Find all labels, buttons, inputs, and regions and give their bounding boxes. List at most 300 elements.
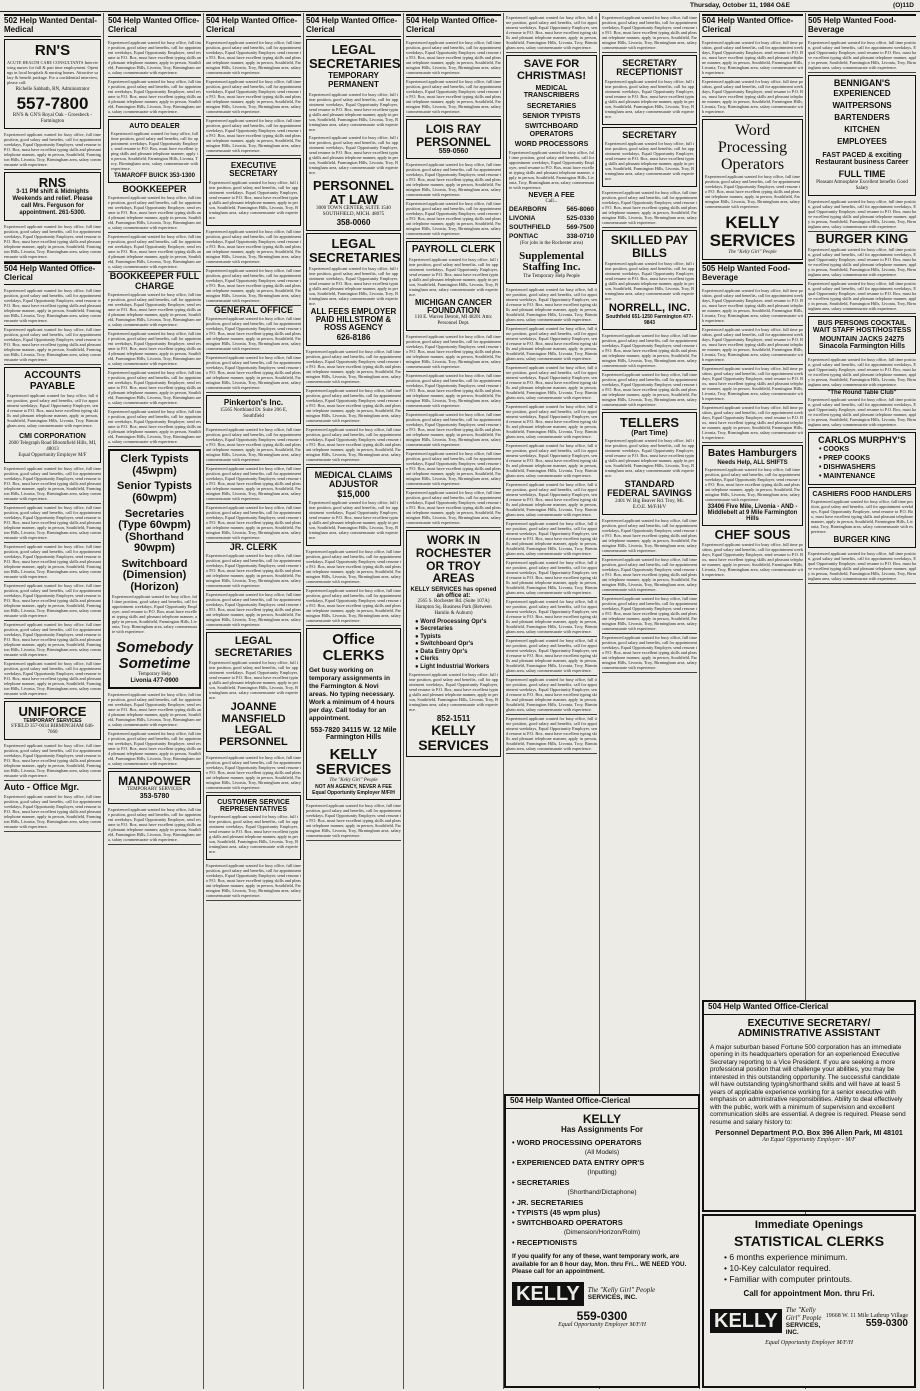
office-clerks-body: Get busy working on temporary assignments in the Farmington & Novi areas. No typing necessary. Work a minimum of 4 hours per day. Call today for an appointment.: [309, 666, 395, 722]
norrell-body: Experienced applicant wanted for busy office, full time position, good salary and benefits, call for appointment weekdays, Equal Opportunity Employer, send resume to P.O. Box, must have excellent typing skills and pleasant telephone manner, apply in person, Southfield, Farmington Hills, Livonia, Troy, Birmingham area, salary commensurate with experience.: [605, 260, 694, 301]
bates-heading: Bates Hamburgers: [708, 448, 797, 460]
rns-ad: [4, 39, 101, 129]
word-processing-body: Experienced applicant wanted for busy office, full time position, good salary and benefits, call for appointment weekdays, Equal Opportunity Employer, send resume to P.O. Box, must have excellent typing skills and pleasant telephone manner, apply in person, Southfield, Farmington Hills, Livonia, Troy, Birmingham area, salary commensurate with experience.: [705, 174, 800, 210]
kelly-rochester-address: 2565 S. Rochester Rd. (Suite 107A) Hampton Sq. Business Park (Between Hamlin & Auburn): [415, 598, 492, 616]
secretary-receptionist-body: Experienced applicant wanted for busy office, full time position, good salary and benefits, call for appointment weekdays, Equal Opportunity Employer, send resume to P.O. Box, must have excellent typing skills and pleasant telephone manner, apply in person, Southfield, Farmington Hills, Livonia, Troy, Birmingham area, salary commensurate with experience.: [605, 78, 694, 119]
michigan-cancer-address: 110 E. Warren Detroit, MI 48201 Attn: Personnel Dept.: [414, 315, 493, 327]
payroll-clerk-ad: [406, 241, 501, 331]
bennigans-line: WAITPERSONS: [832, 101, 892, 111]
kelly-assignment-list: [512, 1138, 692, 1248]
hillstrom-ad: [306, 233, 401, 345]
filler-ad: Experienced applicant wanted for busy office, full time position, good salary and benefits, call for appointment weekdays, Equal Opportunity Employer, send resume to P.O. Box, must have excellent typing skills and pleasant telephone manner, apply in person, Southfield, Farmington Hills, Livonia, Troy, Birmingham area, salary commensurate with experience.: [808, 396, 916, 430]
rns-heading: RN'S: [34, 42, 71, 59]
filler-ad: Experienced applicant wanted for busy office, full time position, good salary and benefits, call for appointment weekdays, Equal Opportunity Employer, send resume to P.O. Box, must have excellent typing skills and pleasant telephone manner, apply in person, Southfield, Farmington Hills, Livonia, Troy, Birmingham area, salary commensurate with experience.: [702, 541, 803, 580]
bennigans-line: EMPLOYEES: [837, 137, 887, 147]
filler-ad: Experienced applicant wanted for busy office, full time position, good salary and benefits, call for appointment weekdays, Equal Opportunity Employer, send resume to P.O. Box, must have excellent typing skills and pleasant telephone manner, apply in person, Southfield, Farmington Hills, Livonia, Troy, Birmingham area, salary commensurate with experience.: [406, 489, 501, 528]
skilled-pay-bills: SKILLED PAY BILLS: [610, 233, 689, 260]
auto-dealer-body: Experienced applicant wanted for busy office, full time position, good salary and benefits, call for appointment weekdays, Equal Opportunity Employer, send resume to P.O. Box, must have excellent typing skills and pleasant telephone manner, apply in person, Southfield, Farmington Hills, Livonia, Troy, Birmingham area, salary commensurate with experience.: [111, 131, 198, 171]
list-item: • Familiar with computer printouts.: [724, 1274, 853, 1285]
personnel-at-law-ad: [306, 39, 401, 231]
supplemental-heading: Supplemental Staffing Inc.: [519, 249, 584, 274]
filler-ad: Experienced applicant wanted for busy office, full time position, good salary and benefits, call for appointment weekdays, Equal Opportunity Employer, send resume to P.O. Box, must have excellent typing skills and pleasant telephone manner, apply in person, Southfield, Farmington Hills, Livonia, Troy, Birmingham area, salary commensurate with experience.: [108, 691, 201, 730]
somebody-sometime: Somebody Sometime: [116, 639, 193, 673]
bates-sub: Needs Help, ALL SHIFTS: [717, 459, 788, 466]
filler-ad: Experienced applicant wanted for busy office, full time position, good salary and benefits, call for appointment weekdays, Equal Opportunity Employer, send resume to P.O. Box, must have excellent typing skills and pleasant telephone manner, apply in person, Southfield, Farmington Hills, Livonia, Troy, Birmingham area, salary commensurate with experience.: [4, 131, 101, 170]
kelly-sub: The "Kelly Girl" People: [728, 250, 777, 256]
filler-ad: Experienced applicant wanted for busy office, full time position, good salary and benefits, call for appointment weekdays, Equal Opportunity Employer, send resume to P.O. Box, must have excellent typing skills and pleasant telephone manner, apply in person, Southfield, Farmington Hills, Livonia, Troy, Birmingham area, salary commensurate with experience.: [808, 356, 916, 390]
word-processors: WORD PROCESSORS: [514, 141, 589, 149]
filler-ad: Experienced applicant wanted for busy office, full time position, good salary and benefits, call for appointment weekdays, Equal Opportunity Employer, send resume to P.O. Box, must have excellent typing skills and pleasant telephone manner, apply in person, Southfield, Farmington Hills, Livonia, Troy, Birmingham area, salary commensurate with experience.: [108, 233, 201, 272]
filler-ad: Experienced applicant wanted for busy office, full time position, good salary and benefits, call for appointment weekdays, Equal Opportunity Employer, send resume to P.O. Box, must have excellent typing skills and pleasant telephone manner, apply in person, Southfield, Farmington Hills, Livonia, Troy, Birmingham area, salary commensurate with experience.: [108, 369, 201, 408]
rns-phone: 557-7800: [16, 93, 89, 113]
never-a-fee: NEVER A FEE: [528, 191, 575, 199]
section-header: 504 Help Wanted Office-Clerical: [406, 14, 501, 37]
list-item: • PREP COOKS: [819, 454, 870, 462]
list-item: • EXPERIENCED DATA ENTRY OPR'S: [512, 1158, 645, 1168]
personnel-at-law-address: 3000 TOWN CENTER, SUITE 1540 SOUTHFIELD, MICH. 48075: [316, 206, 391, 218]
rns-locations: RN'S & GN'S Royal Oak - Groesbeck - Farmington: [12, 112, 93, 124]
filler-ad: Experienced applicant wanted for busy office, full time position, good salary and benefits, call for appointment weekdays, Equal Opportunity Employer, send resume to P.O. Box, must have excellent typing skills and pleasant telephone manner, apply in person, Southfield, Farmington Hills, Livonia, Troy, Birmingham area, salary commensurate with experience.: [406, 200, 501, 239]
word-processing-ad: [702, 119, 803, 260]
box-section-header: 504 Help Wanted Office-Clerical: [704, 1002, 914, 1015]
carlos-murphys-ad: [808, 432, 916, 485]
tellers-sub: (Part Time): [631, 429, 668, 437]
kelly-phone: 559-0300: [576, 1308, 628, 1323]
filler-ad: Experienced applicant wanted for busy office, full time position, good salary and benefits, call for appointment weekdays, Equal Opportunity Employer, send resume to P.O. Box, must have excellent typing skills and pleasant telephone manner, apply in person, Southfield, Farmington Hills, Livonia, Troy, Birmingham area, salary commensurate with experience.: [108, 730, 201, 769]
filler-ad: Experienced applicant wanted for busy office, full time position, good salary and benefits, call for appointment weekdays, Equal Opportunity Employer, send resume to P.O. Box, must have excellent typing skills and pleasant telephone manner, apply in person, Southfield, Farmington Hills, Livonia, Troy, Birmingham area, salary commensurate with experience.: [406, 78, 501, 117]
temp-perm-heading: TEMPORARY PERMANENT: [328, 71, 379, 89]
column-1: [2, 13, 104, 1389]
section-header: 505 Help Wanted Food-Beverage: [808, 14, 916, 37]
legal-secretaries-heading-2: LEGAL SECRETARIES: [309, 236, 401, 265]
medical-claims-ad: [306, 467, 401, 546]
mountain-jacks: MOUNTAIN JACKS 24275 Sinacola Farmington Hills: [819, 335, 905, 350]
jr-clerk-heading: JR. CLERK: [229, 541, 278, 552]
tellers-body: Experienced applicant wanted for busy office, full time position, good salary and benefits, call for appointment weekdays, Equal Opportunity Employer, send resume to P.O. Box, must have excellent typing skills and pleasant telephone manner, apply in person, Southfield, Farmington Hills, Livonia, Troy, Birmingham area, salary commensurate with experience.: [605, 437, 694, 478]
list-item: ● Word Processing Opr's: [415, 618, 487, 625]
filler-ad: Experienced applicant wanted for busy office, full time position, good salary and benefits, call for appointment weekdays, Equal Opportunity Employer, send resume to P.O. Box, must have excellent typing skills and pleasant telephone manner, apply in person, Southfield, Farmington Hills, Livonia, Troy, Birmingham area, salary commensurate with experience.: [4, 621, 101, 660]
filler-ad: Experienced applicant wanted for busy office, full time position, good salary and benefits, call for appointment weekdays, Equal Opportunity Employer, send resume to P.O. Box, must have excellent typing skills and pleasant telephone manner, apply in person, Southfield, Farmington Hills, Livonia, Troy, Birmingham area, salary commensurate with experience.: [506, 559, 597, 598]
standard-federal-address: 2401 W. Big Beaver Rd. Troy, Mi.: [615, 498, 684, 504]
section-header: 504 Help Wanted Office-Clerical: [206, 14, 301, 37]
filler-ad: Experienced applicant wanted for busy office, full time position, good salary and benefits, call for appointment weekdays, Equal Opportunity Employer, send resume to P.O. Box, must have excellent typing skills and pleasant telephone manner, apply in person, Southfield, Farmington Hills, Livonia, Troy, Birmingham area, salary commensurate with experience.: [506, 715, 597, 754]
medical-transcribers: MEDICAL TRANSCRIBERS: [523, 85, 580, 100]
filler-ad: Experienced applicant wanted for busy office, full time position, good salary and benefits, call for appointment weekdays, Equal Opportunity Employer, send resume to P.O. Box, must have excellent typing skills and pleasant telephone manner, apply in person, Southfield, Farmington Hills, Livonia, Troy, Birmingham area, salary commensurate with experience.: [506, 325, 597, 364]
pinkerton-ad: [206, 395, 301, 423]
list-item: • TYPISTS (45 wpm plus): [512, 1208, 601, 1218]
filler-ad: Experienced applicant wanted for busy office, full time position, good salary and benefits, call for appointment weekdays, Equal Opportunity Employer, send resume to P.O. Box, must have excellent typing skills and pleasant telephone manner, apply in person, Southfield, Farmington Hills, Livonia, Troy, Birmingham area, salary commensurate with experience.: [506, 637, 597, 676]
bookkeeper-full-charge-heading: BOOKKEEPER FULL CHARGE: [109, 271, 200, 291]
cashiers-ad: [808, 487, 916, 548]
filler-ad: Experienced applicant wanted for busy office, full time position, good salary and benefits, call for appointment weekdays, Equal Opportunity Employer, send resume to P.O. Box, must have excellent typing skills and pleasant telephone manner, apply in person, Southfield, Farmington Hills, Livonia, Troy, Birmingham area, salary commensurate with experience.: [602, 634, 697, 673]
filler-ad: Experienced applicant wanted for busy office, full time position, good salary and benefits, call for appointment weekdays, Equal Opportunity Employer, send resume to P.O. Box, must have excellent typing skills and pleasant telephone manner, apply in person, Southfield, Farmington Hills, Livonia, Troy, Birmingham area, salary commensurate with experience.: [108, 291, 201, 330]
carlos-murphys-heading: CARLOS MURPHY'S: [818, 434, 906, 445]
filler-ad: Experienced applicant wanted for busy office, full time position, good salary and benefits, call for appointment weekdays, Equal Opportunity Employer, send resume to P.O. Box, must have excellent typing skills and pleasant telephone manner, apply in person, Southfield, Farmington Hills, Livonia, Troy, Birmingham area, salary commensurate with experience.: [406, 161, 501, 200]
filler-ad: Experienced applicant wanted for busy office, full time position, good salary and benefits, call for appointment weekdays, Equal Opportunity Employer, send resume to P.O. Box, must have excellent typing skills and pleasant telephone manner, apply in person, Southfield, Farmington Hills, Livonia, Troy, Birmingham area, salary commensurate with experience.: [602, 595, 697, 634]
personnel-at-law-body: Experienced applicant wanted for busy office, full time position, good salary and benefits, call for appointment weekdays, Equal Opportunity Employer, send resume to P.O. Box, must have excellent typing skills and pleasant telephone manner, apply in person, Southfield, Farmington Hills, Livonia, Troy, Birmingham area, salary commensurate with experience.: [309, 92, 398, 133]
filler-ad: Experienced applicant wanted for busy office, full time position, good salary and benefits, call for appointment weekdays, Equal Opportunity Employer, send resume to P.O. Box, must have excellent typing skills and pleasant telephone manner, apply in person, Southfield, Farmington Hills, Livonia, Troy, Birmingham area, salary commensurate with experience.: [406, 372, 501, 411]
stat-cta: Call for appointment Mon. thru Fri.: [743, 1289, 875, 1299]
kelly-eoe: NOT AN AGENCY, NEVER A FEE Equal Opportunity Employer M/F/H: [312, 784, 395, 797]
joanne-mansfield-ad: [206, 632, 301, 752]
standard-federal-ad: [602, 412, 697, 515]
manpower-heading: MANPOWER: [118, 773, 191, 788]
list-item: (Inputting): [587, 1169, 617, 1177]
list-item: (All Models): [584, 1149, 620, 1157]
save-for-christmas: SAVE FOR CHRISTMAS!: [516, 58, 587, 82]
secretaries: Secretaries (Type 60wpm) (Shorthand 90wpm): [118, 507, 191, 555]
kelly-sub: The "Kelly Girl" People: [329, 778, 378, 784]
burger-king-2: BURGER KING: [833, 534, 891, 544]
chef-sous-heading: CHEF SOUS: [714, 526, 791, 542]
stat-company: SERVICES, INC.: [785, 1322, 821, 1337]
lois-ray-heading: LOIS RAY PERSONNEL: [416, 122, 491, 149]
senior-typists: Senior Typists (60wpm): [117, 480, 192, 504]
kelly-rochester-list: [415, 619, 498, 672]
kelly-services-heading: KELLY SERVICES: [315, 745, 392, 779]
kelly-assignments-box: [504, 1094, 700, 1388]
phone-row: LIVONIA 525-0330: [509, 214, 594, 222]
kelly-logo: KELLY: [512, 1282, 584, 1306]
list-item: • DISHWASHERS: [819, 463, 876, 471]
filler-ad: Experienced applicant wanted for busy office, full time position, good salary and benefits, call for appointment weekdays, Equal Opportunity Employer, send resume to P.O. Box, must have excellent typing skills and pleasant telephone manner, apply in person, Southfield, Farmington Hills, Livonia, Troy, Birmingham area, salary commensurate with experience.: [808, 39, 916, 73]
kelly-title: KELLY: [582, 1111, 622, 1126]
accounts-payable-heading: ACCOUNTS PAYABLE: [24, 370, 81, 392]
temp-help-body: Experienced applicant wanted for busy office, full time position, good salary and benefits, call for appointment weekdays, Equal Opportunity Employer, send resume to P.O. Box, must have excellent typing skills and pleasant telephone manner, apply in person, Southfield, Farmington Hills, Livonia, Troy, Birmingham area, salary commensurate with experience.: [112, 594, 197, 635]
filler-ad: Experienced applicant wanted for busy office, full time position, good salary and benefits, call for appointment weekdays, Equal Opportunity Employer, send resume to P.O. Box, must have excellent typing skills and pleasant telephone manner, apply in person, Southfield, Farmington Hills, Livonia, Troy, Birmingham area, salary commensurate with experience.: [702, 78, 803, 117]
filler-ad: Experienced applicant wanted for busy office, full time position, good salary and benefits, call for appointment weekdays, Equal Opportunity Employer, send resume to P.O. Box, must have excellent typing skills and pleasant telephone manner, apply in person, Southfield, Farmington Hills, Livonia, Troy, Birmingham area, salary commensurate with experience.: [306, 548, 401, 587]
tellers-heading: TELLERS: [619, 415, 680, 431]
filler-ad: Experienced applicant wanted for busy office, full time position, good salary and benefits, call for appointment weekdays, Equal Opportunity Employer, send resume to P.O. Box, must have excellent typing skills and pleasant telephone manner, apply in person, Southfield, Farmington Hills, Livonia, Troy, Birmingham area, salary commensurate with experience.: [206, 591, 301, 630]
filler-ad: Experienced applicant wanted for busy office, full time position, good salary and benefits, call for appointment weekdays, Equal Opportunity Employer, send resume to P.O. Box, must have excellent typing skills and pleasant telephone manner, apply in person, Southfield, Farmington Hills, Livonia, Troy, Birmingham area, salary commensurate with experience.: [306, 348, 401, 387]
list-item: • RECEPTIONISTS: [512, 1238, 578, 1248]
filler-ad: Experienced applicant wanted for busy office, full time position, good salary and benefits, call for appointment weekdays, Equal Opportunity Employer, send resume to P.O. Box, must have excellent typing skills and pleasant telephone manner, apply in person, Southfield, Farmington Hills, Livonia, Troy, Birmingham area, salary commensurate with experience.: [506, 598, 597, 637]
benefits: Pleasant Atmosphere Excellent benefits Good Salary: [816, 179, 908, 191]
office-clerks-heading: Office CLERKS: [322, 631, 385, 664]
office-clerks-ad: [306, 628, 401, 800]
section-header: 504 Help Wanted Office-Clerical: [702, 14, 803, 37]
list-item: • 10-Key calculator required.: [724, 1263, 831, 1274]
uniforce-phones: S'FIELD 357-0034 BIRMINGHAM 646-7660: [10, 724, 95, 736]
issue-date: Thursday, October 11, 1984 O&E: [690, 2, 790, 9]
filler-ad: Experienced applicant wanted for busy office, full time position, good salary and benefits, call for appointment weekdays, Equal Opportunity Employer, send resume to P.O. Box, must have excellent typing skills and pleasant telephone manner, apply in person, Southfield, Farmington Hills, Livonia, Troy, Birmingham area, salary commensurate with experience.: [206, 315, 301, 354]
filler-ad: Experienced applicant wanted for busy office, full time position, good salary and benefits, call for appointment weekdays, Equal Opportunity Employer, send resume to P.O. Box, must have excellent typing skills and pleasant telephone manner, apply in person, Southfield, Farmington Hills, Livonia, Troy, Birmingham area, salary commensurate with experience.: [702, 404, 803, 443]
filler-ad: Experienced applicant wanted for busy office, full time position, good salary and benefits, call for appointment weekdays, Equal Opportunity Employer, send resume to P.O. Box, must have excellent typing skills and pleasant telephone manner, apply in person, Southfield, Farmington Hills, Livonia, Troy, Birmingham area, salary commensurate with experience.: [108, 806, 201, 845]
cmi-heading: CMI CORPORATION: [19, 433, 86, 441]
secretary-receptionist-ad: [602, 55, 697, 125]
filler-ad: Experienced applicant wanted for busy office, full time position, good salary and benefits, call for appointment weekdays, Equal Opportunity Employer, send resume to P.O. Box, must have excellent typing skills and pleasant telephone manner, apply in person, Southfield, Farmington Hills, Livonia, Troy, Birmingham area, salary commensurate with experience.: [4, 660, 101, 699]
filler-ad: Experienced applicant wanted for busy office, full time position, good salary and benefits, call for appointment weekdays, Equal Opportunity Employer, send resume to P.O. Box, must have excellent typing skills and pleasant telephone manner, apply in person, Southfield, Farmington Hills, Livonia, Troy, Birmingham area, salary commensurate with experience.: [108, 194, 201, 233]
bennigans-line: EXPERIENCED: [833, 89, 891, 99]
list-item: • 6 months experience minimum.: [724, 1252, 848, 1263]
list-item: ● Clerks: [415, 656, 439, 663]
section-header: 505 Help Wanted Food-Beverage: [702, 262, 803, 285]
bennigans-line: BARTENDERS: [834, 113, 890, 123]
medical-claims-heading: MEDICAL CLAIMS ADJUSTOR: [314, 469, 393, 490]
filler-ad: Experienced applicant wanted for busy office, full time position, good salary and benefits, call for appointment weekdays, Equal Opportunity Employer, send resume to P.O. Box, must have excellent typing skills and pleasant telephone manner, apply in person, Southfield, Farmington Hills, Livonia, Troy, Birmingham area, salary commensurate with experience.: [506, 442, 597, 481]
filler-ad: Experienced applicant wanted for busy office, full time position, good salary and benefits, call for appointment weekdays, Equal Opportunity Employer, send resume to P.O. Box, must have excellent typing skills and pleasant telephone manner, apply in person, Southfield, Farmington Hills, Livonia, Troy, Birmingham area, salary commensurate with experience.: [108, 408, 201, 447]
stat-eoe: Equal Opportunity Employer M/F/H: [765, 1340, 853, 1347]
personnel-at-law-phone: 358-0060: [336, 218, 371, 228]
column-2: [106, 13, 204, 1389]
pontiac-note: (For jobs in the Rochester area): [519, 240, 584, 246]
payroll-clerk-body: Experienced applicant wanted for busy office, full time position, good salary and benefits, call for appointment weekdays, Equal Opportunity Employer, send resume to P.O. Box, must have excellent typing skills and pleasant telephone manner, apply in person, Southfield, Farmington Hills, Livonia, Troy, Birmingham area, salary commensurate with experience.: [409, 256, 498, 297]
bates-address: 33406 Five Mile, Livonia - AND - Middlebelt at 9 Mile Farmington Hills: [707, 503, 798, 522]
list-item: • WORD PROCESSING OPERATORS: [512, 1138, 642, 1148]
filler-ad: Experienced applicant wanted for busy office, full time position, good salary and benefits, call for appointment weekdays, Equal Opportunity Employer, send resume to P.O. Box, must have excellent typing skills and pleasant telephone manner, apply in person, Southfield, Farmington Hills, Livonia, Troy, Birmingham area, salary commensurate with experience.: [406, 411, 501, 450]
cmi-eoe: Equal Opportunity Employer M/F: [18, 452, 87, 458]
medical-claims-salary: $15,000: [337, 488, 370, 499]
filler-ad: Experienced applicant wanted for busy office, full time position, good salary and benefits, call for appointment weekdays, Equal Opportunity Employer, send resume to P.O. Box, must have excellent typing skills and pleasant telephone manner, apply in person, Southfield, Farmington Hills, Livonia, Troy, Birmingham area, salary commensurate with experience.: [206, 267, 301, 306]
hillstrom-body: Experienced applicant wanted for busy office, full time position, good salary and benefits, call for appointment weekdays, Equal Opportunity Employer, send resume to P.O. Box, must have excellent typing skills and pleasant telephone manner, apply in person, Southfield, Farmington Hills, Livonia, Troy, Birmingham area, salary commensurate with experience.: [309, 265, 398, 306]
filler-ad: Experienced applicant wanted for busy office, full time position, good salary and benefits, call for appointment weekdays, Equal Opportunity Employer, send resume to P.O. Box, must have excellent typing skills and pleasant telephone manner, apply in person, Southfield, Farmington Hills, Livonia, Troy, Birmingham area, salary commensurate with experience.: [602, 517, 697, 556]
filler-ad: Experienced applicant wanted for busy office, full time position, good salary and benefits, call for appointment weekdays, Equal Opportunity Employer, send resume to P.O. Box, must have excellent typing skills and pleasant telephone manner, apply in person, Southfield, Farmington Hills, Livonia, Troy, Birmingham area, salary commensurate with experience.: [306, 426, 401, 465]
personnel-at-law-heading: PERSONNEL AT LAW: [313, 178, 394, 207]
manpower-ad: [108, 771, 201, 805]
filler-ad: Experienced applicant wanted for busy office, full time position, good salary and benefits, call for appointment weekdays, Equal Opportunity Employer, send resume to P.O. Box, must have excellent typing skills and pleasant telephone manner, apply in person, Southfield, Farmington Hills, Livonia, Troy, Birmingham area, salary commensurate with experience.: [4, 504, 101, 543]
secretary-ad: [602, 127, 697, 187]
medical-claims-body: Experienced applicant wanted for busy office, full time position, good salary and benefits, call for appointment weekdays, Equal Opportunity Employer, send resume to P.O. Box, must have excellent typing skills and pleasant telephone manner, apply in person, Southfield, Farmington Hills, Livonia, Troy, Birmingham area, salary commensurate with experience.: [309, 500, 398, 541]
list-item: • SECRETARIES: [512, 1178, 570, 1188]
somebody-phone: Livonia 477-0900: [130, 677, 179, 684]
page-folio: (O)11D: [893, 2, 914, 9]
filler-ad: Experienced applicant wanted for busy office, full time position, good salary and benefits, call for appointment weekdays, Equal Opportunity Employer, send resume to P.O. Box, must have excellent typing skills and pleasant telephone manner, apply in person, Southfield, Farmington Hills, Livonia, Troy, Birmingham area, salary commensurate with experience.: [808, 550, 916, 584]
call-label: Call...: [545, 198, 558, 204]
michigan-cancer-heading: MICHIGAN CANCER FOUNDATION: [415, 297, 492, 316]
filler-ad: Experienced applicant wanted for busy office, full time position, good salary and benefits, call for appointment weekdays, Equal Opportunity Employer, send resume to P.O. Box, must have excellent typing skills and pleasant telephone manner, apply in person, Southfield, Farmington Hills, Livonia, Troy, Birmingham area, salary commensurate with experience.: [206, 354, 301, 393]
personnel-at-law-body-2: Experienced applicant wanted for busy office, full time position, good salary and benefits, call for appointment weekdays, Equal Opportunity Employer, send resume to P.O. Box, must have excellent typing skills and pleasant telephone manner, apply in person, Southfield, Farmington Hills, Livonia, Troy, Birmingham area, salary commensurate with experience.: [309, 135, 398, 176]
manpower-sub: TEMPORARY SERVICES: [127, 787, 182, 793]
kelly-footer: If you qualify for any of these, want temporary work, are available for an 8 hour day, Mon. thru Fri... WE NEED YOU. Please call for an appointment.: [512, 1253, 687, 1276]
rns3-ad: [4, 172, 101, 222]
list-item: • COOKS: [819, 445, 850, 453]
filler-ad: Experienced applicant wanted for busy office, full time position, good salary and benefits, call for appointment weekdays, Equal Opportunity Employer, send resume to P.O. Box, must have excellent typing skills and pleasant telephone manner, apply in person, Southfield, Farmington Hills, Livonia, Troy, Birmingham area, salary commensurate with experience.: [108, 330, 201, 369]
kelly-brand: The "Kelly Girl" People: [587, 1286, 656, 1295]
filler-ad: Experienced applicant wanted for busy office, full time position, good salary and benefits, call for appointment weekdays, Equal Opportunity Employer, send resume to P.O. Box, must have excellent typing skills and pleasant telephone manner, apply in person, Southfield, Farmington Hills, Livonia, Troy, Birmingham area, salary commensurate with experience.: [808, 198, 916, 232]
kelly-rochester-title: KELLY SERVICES has opened an office at:: [410, 586, 497, 599]
kelly-services-heading: KELLY SERVICES: [709, 213, 796, 251]
list-item: • JR. SECRETARIES: [512, 1198, 584, 1208]
rns3-body: 3-11 PM shift & Midnights Weekends and relief. Please call Mrs. Ferguson for appointment. 261-5300.: [12, 189, 93, 217]
manpower-phone: 353-5780: [139, 793, 170, 801]
word-processing-heading: Word Processing Operators: [717, 122, 788, 173]
stat-logo-row: [710, 1306, 908, 1336]
filler-ad: Experienced applicant wanted for busy office, full time position, good salary and benefits, call for appointment weekdays, Equal Opportunity Employer, send resume to P.O. Box, must have excellent typing skills and pleasant telephone manner, apply in person, Southfield, Farmington Hills, Livonia, Troy, Birmingham area, salary commensurate with experience.: [206, 504, 301, 543]
full-time: FULL TIME: [838, 169, 886, 180]
senior-typists: SENIOR TYPISTS: [522, 113, 581, 121]
filler-ad: Experienced applicant wanted for busy office, full time position, good salary and benefits, call for appointment weekdays, Equal Opportunity Employer, send resume to P.O. Box, must have excellent typing skills and pleasant telephone manner, apply in person, Southfield, Farmington Hills, Livonia, Troy, Birmingham area, salary commensurate with experience.: [406, 333, 501, 372]
filler-ad: Experienced applicant wanted for busy office, full time position, good salary and benefits, call for appointment weekdays, Equal Opportunity Employer, send resume to P.O. Box, must have excellent typing skills and pleasant telephone manner, apply in person, Southfield, Farmington Hills, Livonia, Troy, Birmingham area, salary commensurate with experience.: [4, 287, 101, 326]
stat-header: Immediate Openings: [754, 1219, 864, 1231]
filler-ad: Experienced applicant wanted for busy office, full time position, good salary and benefits, call for appointment weekdays, Equal Opportunity Employer, send resume to P.O. Box, must have excellent typing skills and pleasant telephone manner, apply in person, Southfield, Farmington Hills, Livonia, Troy, Birmingham area, salary commensurate with experience.: [4, 223, 101, 262]
hillstrom-phone: 626-8186: [336, 332, 371, 342]
column-3: [204, 13, 304, 1389]
kelly-logo-row: [512, 1282, 692, 1306]
office-phone-list: [509, 205, 594, 241]
clerk-typists: Clerk Typists (45wpm): [120, 453, 189, 477]
filler-ad: Experienced applicant wanted for busy office, full time position, good salary and benefits, call for appointment weekdays, Equal Opportunity Employer, send resume to P.O. Box, must have excellent typing skills and pleasant telephone manner, apply in person, Southfield, Farmington Hills, Livonia, Troy, Birmingham area, salary commensurate with experience.: [206, 117, 301, 156]
running-head: [0, 0, 920, 12]
filler-ad: Experienced applicant wanted for busy office, full time position, good salary and benefits, call for appointment weekdays, Equal Opportunity Employer, send resume to P.O. Box, must have excellent typing skills and pleasant telephone manner, apply in person, Southfield, Farmington Hills, Livonia, Troy, Birmingham area, salary commensurate with experience.: [108, 78, 201, 117]
legal-secretaries-heading: LEGAL SECRETARIES: [214, 635, 293, 659]
phone-row: DEARBORN 565-8060: [509, 205, 594, 213]
uniforce-ad: [4, 701, 101, 741]
filler-ad: Experienced applicant wanted for busy office, full time position, good salary and benefits, call for appointment weekdays, Equal Opportunity Employer, send resume to P.O. Box, must have excellent typing skills and pleasant telephone manner, apply in person, Southfield, Farmington Hills, Livonia, Troy, Birmingham area, salary commensurate with experience.: [4, 543, 101, 582]
filler-ad: Experienced applicant wanted for busy office, full time position, good salary and benefits, call for appointment weekdays, Equal Opportunity Employer, send resume to P.O. Box, must have excellent typing skills and pleasant telephone manner, apply in person, Southfield, Farmington Hills, Livonia, Troy, Birmingham area, salary commensurate with experience.: [506, 481, 597, 520]
filler-ad: Experienced applicant wanted for busy office, full time position, good salary and benefits, call for appointment weekdays, Equal Opportunity Employer, send resume to P.O. Box, must have excellent typing skills and pleasant telephone manner, apply in person, Southfield, Farmington Hills, Livonia, Troy, Birmingham area, salary commensurate with experience.: [602, 332, 697, 371]
mountain-jacks-ad: [808, 316, 916, 354]
stat-phone: 559-0300: [865, 1317, 908, 1329]
phone-row: PONTIAC 338-0710: [509, 232, 594, 240]
stat-title: STATISTICAL CLERKS: [733, 1232, 885, 1249]
uniforce-heading: UNIFORCE: [18, 703, 87, 719]
filler-ad: Experienced applicant wanted for busy office, full time position, good salary and benefits, call for appointment weekdays, Equal Opportunity Employer, send resume to P.O. Box, must have excellent typing skills and pleasant telephone manner, apply in person, Southfield, Farmington Hills, Livonia, Troy, Birmingham area, salary commensurate with experience.: [4, 793, 101, 832]
secretary-heading: SECRETARY: [622, 129, 677, 140]
filler-ad: Experienced applicant wanted for busy office, full time position, good salary and benefits, call for appointment weekdays, Equal Opportunity Employer, send resume to P.O. Box, must have excellent typing skills and pleasant telephone manner, apply in person, Southfield, Farmington Hills, Livonia, Troy, Birmingham area, salary commensurate with experience.: [506, 286, 597, 325]
lois-ray-phone: 559-0560: [438, 148, 469, 156]
filler-ad: Experienced applicant wanted for busy office, full time position, good salary and benefits, call for appointment weekdays, Equal Opportunity Employer, send resume to P.O. Box, must have excellent typing skills and pleasant telephone manner, apply in person, Southfield, Farmington Hills, Livonia, Troy, Birmingham area, salary commensurate with experience.: [702, 326, 803, 365]
kelly-rochester-body: Experienced applicant wanted for busy office, full time position, good salary and benefits, call for appointment weekdays, Equal Opportunity Employer, send resume to P.O. Box, must have excellent typing skills and pleasant telephone manner, apply in person, Southfield, Farmington Hills, Livonia, Troy, Birmingham area, salary commensurate with experience.: [409, 672, 498, 713]
supplemental-sub: The Temporary Help People: [523, 273, 580, 279]
filler-ad: Experienced applicant wanted for busy office, full time position, good salary and benefits, call for appointment weekdays, Equal Opportunity Employer, send resume to P.O. Box, must have excellent typing skills and pleasant telephone manner, apply in person, Southfield, Farmington Hills, Livonia, Troy, Birmingham area, salary commensurate with experience.: [506, 403, 597, 442]
filler-ad: Experienced applicant wanted for busy office, full time position, good salary and benefits, call for appointment weekdays, Equal Opportunity Employer, send resume to P.O. Box, must have excellent typing skills and pleasant telephone manner, apply in person, Southfield, Farmington Hills, Livonia, Troy, Birmingham area, salary commensurate with experience.: [206, 39, 301, 78]
bus-persons: BUS PERSONS COCKTAIL WAIT STAFF HOST/HOSTESS: [812, 319, 912, 334]
stat-requirements: [724, 1252, 908, 1285]
filler-ad: Experienced applicant wanted for busy office, full time position, good salary and benefits, call for appointment weekdays, Equal Opportunity Employer, send resume to P.O. Box, must have excellent typing skills and pleasant telephone manner, apply in person, Southfield, Farmington Hills, Livonia, Troy, Birmingham area, salary commensurate with experience.: [306, 587, 401, 626]
uniforce-sub: TEMPORARY SERVICES: [23, 718, 82, 725]
tamaroff-buick: TAMAROFF BUICK 353-1300: [114, 173, 195, 179]
norrell-heading: NORRELL, INC.: [608, 301, 691, 314]
payroll-clerk-heading: PAYROLL CLERK: [411, 244, 496, 256]
kelly-rochester-ad: [406, 530, 501, 756]
round-table-heading: "The Round Table Club": [827, 389, 897, 396]
filler-ad: Experienced applicant wanted for busy office, full time position, good salary and benefits, call for appointment weekdays, Equal Opportunity Employer, send resume to P.O. Box, must have excellent typing skills and pleasant telephone manner, apply in person, Southfield, Farmington Hills, Livonia, Troy, Birmingham area, salary commensurate with experience.: [702, 365, 803, 404]
norrell-phones: Southfield 651-1250 Farmington 477-9843: [605, 314, 694, 327]
joanne-mansfield: JOANNE MANSFIELD LEGAL PERSONNEL: [219, 701, 288, 748]
lois-ray-ad: [406, 119, 501, 159]
auto-dealer-ad: [108, 119, 201, 183]
bookkeeper-heading: BOOKKEEPER: [122, 184, 187, 194]
supplemental-staffing-ad: [506, 55, 597, 284]
kelly-rochester-brand: KELLY SERVICES: [418, 722, 489, 754]
bennigans-ad: [808, 75, 916, 196]
filler-ad: Experienced applicant wanted for busy office, full time position, good salary and benefits, call for appointment weekdays, Equal Opportunity Employer, send resume to P.O. Box, must have excellent typing skills and pleasant telephone manner, apply in person, Southfield, Farmington Hills, Livonia, Troy, Birmingham area, salary commensurate with experience.: [506, 14, 597, 53]
list-item: ● Data Entry Opr's: [415, 648, 468, 655]
list-item: (Shorthand/Dictaphone): [567, 1189, 637, 1197]
standard-federal-heading: STANDARD FEDERAL SAVINGS: [607, 478, 692, 499]
filler-ad: Experienced applicant wanted for busy office, full time position, good salary and benefits, call for appointment weekdays, Equal Opportunity Employer, send resume to P.O. Box, must have excellent typing skills and pleasant telephone manner, apply in person, Southfield, Farmington Hills, Livonia, Troy, Birmingham area, salary commensurate with experience.: [602, 371, 697, 410]
list-item: ● Typists: [415, 633, 441, 640]
filler-ad: Experienced applicant wanted for busy office, full time position, good salary and benefits, call for appointment weekdays, Equal Opportunity Employer, send resume to P.O. Box, must have excellent typing skills and pleasant telephone manner, apply in person, Southfield, Farmington Hills, Livonia, Troy, Birmingham area, salary commensurate with experience.: [4, 465, 101, 504]
executive-secretary-body: Experienced applicant wanted for busy office, full time position, good salary and benefits, call for appointment weekdays, Equal Opportunity Employer, send resume to P.O. Box, must have excellent typing skills and pleasant telephone manner, apply in person, Southfield, Farmington Hills, Livonia, Troy, Birmingham area, salary commensurate with experience.: [209, 179, 298, 220]
office-clerks-phones: 553-7820 34115 W. 12 Mile Farmington Hills: [310, 726, 397, 741]
kelly-company: SERVICES, INC.: [587, 1294, 638, 1302]
filler-ad: Experienced applicant wanted for busy office, full time position, good salary and benefits, call for appointment weekdays, Equal Opportunity Employer, send resume to P.O. Box, must have excellent typing skills and pleasant telephone manner, apply in person, Southfield, Farmington Hills, Livonia, Troy, Birmingham area, salary commensurate with experience.: [4, 742, 101, 781]
filler-ad: Experienced applicant wanted for busy office, full time position, good salary and benefits, call for appointment weekdays, Equal Opportunity Employer, send resume to P.O. Box, must have excellent typing skills and pleasant telephone manner, apply in person, Southfield, Farmington Hills, Livonia, Troy, Birmingham area, salary commensurate with experience.: [206, 228, 301, 267]
filler-ad: Experienced applicant wanted for busy office, full time position, good salary and benefits, call for appointment weekdays, Equal Opportunity Employer, send resume to P.O. Box, must have excellent typing skills and pleasant telephone manner, apply in person, Southfield, Farmington Hills, Livonia, Troy, Birmingham area, salary commensurate with experience.: [702, 287, 803, 326]
filler-ad: Experienced applicant wanted for busy office, full time position, good salary and benefits, call for appointment weekdays, Equal Opportunity Employer, send resume to P.O. Box, must have excellent typing skills and pleasant telephone manner, apply in person, Southfield, Farmington Hills, Livonia, Troy, Birmingham area, salary commensurate with experience.: [602, 556, 697, 595]
filler-ad: Experienced applicant wanted for busy office, full time position, good salary and benefits, call for appointment weekdays, Equal Opportunity Employer, send resume to P.O. Box, must have excellent typing skills and pleasant telephone manner, apply in person, Southfield, Farmington Hills, Livonia, Troy, Birmingham area, salary commensurate with experience.: [808, 246, 916, 280]
filler-ad: Experienced applicant wanted for busy office, full time position, good salary and benefits, call for appointment weekdays, Equal Opportunity Employer, send resume to P.O. Box, must have excellent typing skills and pleasant telephone manner, apply in person, Southfield, Farmington Hills, Livonia, Troy, Birmingham area, salary commensurate with experience.: [506, 364, 597, 403]
filler-ad: Experienced applicant wanted for busy office, full time position, good salary and benefits, call for appointment weekdays, Equal Opportunity Employer, send resume to P.O. Box, must have excellent typing skills and pleasant telephone manner, apply in person, Southfield, Farmington Hills, Livonia, Troy, Birmingham area, salary commensurate with experience.: [506, 520, 597, 559]
filler-ad: Experienced applicant wanted for busy office, full time position, good salary and benefits, call for appointment weekdays, Equal Opportunity Employer, send resume to P.O. Box, must have excellent typing skills and pleasant telephone manner, apply in person, Southfield, Farmington Hills, Livonia, Troy, Birmingham area, salary commensurate with experience.: [808, 280, 916, 314]
secretary-body: Experienced applicant wanted for busy office, full time position, good salary and benefits, call for appointment weekdays, Equal Opportunity Employer, send resume to P.O. Box, must have excellent typing skills and pleasant telephone manner, apply in person, Southfield, Farmington Hills, Livonia, Troy, Birmingham area, salary commensurate with experience.: [605, 141, 694, 182]
customer-service-body: Experienced applicant wanted for busy office, full time position, good salary and benefits, call for appointment weekdays, Equal Opportunity Employer, send resume to P.O. Box, must have excellent typing skills and pleasant telephone manner, apply in person, Southfield, Farmington Hills, Livonia, Troy, Birmingham area, salary commensurate with experience.: [209, 814, 298, 855]
standard-federal-eoe: E.O.E. M/F/H/V: [632, 504, 667, 510]
filler-ad: Experienced applicant wanted for busy office, full time position, good salary and benefits, call for appointment weekdays, Equal Opportunity Employer, send resume to P.O. Box, must have excellent typing skills and pleasant telephone manner, apply in person, Southfield, Farmington Hills, Livonia, Troy, Birmingham area, salary commensurate with experience.: [4, 582, 101, 621]
list-item: ● Switchboard Opr's: [415, 641, 474, 648]
section-header: 502 Help Wanted Dental-Medical: [4, 14, 101, 37]
hillstrom-heading: ALL FEES EMPLOYER PAID HILLSTROM & ROSS AGENCY: [310, 306, 397, 333]
filler-ad: Experienced applicant wanted for busy office, full time position, good salary and benefits, call for appointment weekdays, Equal Opportunity Employer, send resume to P.O. Box, must have excellent typing skills and pleasant telephone manner, apply in person, Southfield, Farmington Hills, Livonia, Troy, Birmingham area, salary commensurate with experience.: [306, 802, 401, 841]
filler-ad: Experienced applicant wanted for busy office, full time position, good salary and benefits, call for appointment weekdays, Equal Opportunity Employer, send resume to P.O. Box, must have excellent typing skills and pleasant telephone manner, apply in person, Southfield, Farmington Hills, Livonia, Troy, Birmingham area, salary commensurate with experience.: [206, 552, 301, 591]
kelly-logo: KELLY: [710, 1309, 782, 1333]
rns-body: ACUTE HEALTH CARE CONSULTANTS Interviewing nurses for full & part time employment. Openings in local hospitals & nursing homes. Attractive salary & benefit package. For a confidential interview, please call:: [7, 59, 98, 85]
filler-ad: Experienced applicant wanted for busy office, full time position, good salary and benefits, call for appointment weekdays, Equal Opportunity Employer, send resume to P.O. Box, must have excellent typing skills and pleasant telephone manner, apply in person, Southfield, Farmington Hills, Livonia, Troy, Birmingham area, salary commensurate with experience.: [206, 754, 301, 793]
cashiers-body: Experienced applicant wanted for busy office, full time position, good salary and benefits, call for appointment weekdays, Equal Opportunity Employer, send resume to P.O. Box, must have excellent typing skills and pleasant telephone manner, apply in person, Southfield, Farmington Hills, Livonia, Troy, Birmingham area, salary commensurate with experience.: [811, 498, 913, 534]
exec-send-to: Personnel Department P.O. Box 396 Allen Park, MI 48101: [715, 1130, 903, 1137]
norrell-ad: [602, 230, 697, 330]
filler-ad: Experienced applicant wanted for busy office, full time position, good salary and benefits, call for appointment weekdays, Equal Opportunity Employer, send resume to P.O. Box, must have excellent typing skills and pleasant telephone manner, apply in person, Southfield, Farmington Hills, Livonia, Troy, Birmingham area, salary commensurate with experience.: [206, 78, 301, 117]
customer-service-ad: [206, 795, 301, 860]
exec-eoe: An Equal Opportunity Employer - M/F: [762, 1137, 856, 1143]
cashiers-heading: CASHIERS FOOD HANDLERS: [812, 490, 912, 498]
secretaries: SECRETARIES: [526, 102, 577, 110]
bates-ad: [702, 445, 803, 526]
statistical-clerks-box: [702, 1214, 916, 1388]
bates-body: Experienced applicant wanted for busy office, full time position, good salary and benefits, call for appointment weekdays, Equal Opportunity Employer, send resume to P.O. Box, must have excellent typing skills and pleasant telephone manner, apply in person, Southfield, Farmington Hills, Livonia, Troy, Birmingham area, salary commensurate with experience.: [705, 466, 800, 502]
phone-row: SOUTHFIELD 569-7500: [509, 223, 594, 231]
executive-secretary-ad: [206, 158, 301, 226]
executive-secretary-box: [702, 1000, 916, 1212]
work-in-rochester-heading: WORK IN ROCHESTER OR TROY AREAS: [415, 533, 492, 586]
filler-ad: Experienced applicant wanted for busy office, full time position, good salary and benefits, call for appointment weekdays, Equal Opportunity Employer, send resume to P.O. Box, must have excellent typing skills and pleasant telephone manner, apply in person, Southfield, Farmington Hills, Livonia, Troy, Birmingham area, salary commensurate with experience.: [406, 450, 501, 489]
rns3-heading: RNS: [38, 174, 67, 190]
stat-brand: The "Kelly Girl" People: [785, 1306, 822, 1323]
filler-ad: Experienced applicant wanted for busy office, full time position, good salary and benefits, call for appointment weekdays, Equal Opportunity Employer, send resume to P.O. Box, must have excellent typing skills and pleasant telephone manner, apply in person, Southfield, Farmington Hills, Livonia, Troy, Birmingham area, salary commensurate with experience.: [206, 862, 301, 901]
stat-address: 19668 W. 11 Mile Lathrup Village: [825, 1312, 908, 1319]
cmi-address: 2600 Telegraph Road Bloomfield Hills, MI, 48013: [8, 440, 97, 452]
switchboard-operators: SWITCHBOARD OPERATORS: [524, 123, 579, 138]
filler-ad: Experienced applicant wanted for busy office, full time position, good salary and benefits, call for appointment weekdays, Equal Opportunity Employer, send resume to P.O. Box, must have excellent typing skills and pleasant telephone manner, apply in person, Southfield, Farmington Hills, Livonia, Troy, Birmingham area, salary commensurate with experience.: [602, 189, 697, 228]
filler-ad: Experienced applicant wanted for busy office, full time position, good salary and benefits, call for appointment weekdays, Equal Opportunity Employer, send resume to P.O. Box, must have excellent typing skills and pleasant telephone manner, apply in person, Southfield, Farmington Hills, Livonia, Troy, Birmingham area, salary commensurate with experience.: [602, 14, 697, 53]
filler-ad: Experienced applicant wanted for busy office, full time position, good salary and benefits, call for appointment weekdays, Equal Opportunity Employer, send resume to P.O. Box, must have excellent typing skills and pleasant telephone manner, apply in person, Southfield, Farmington Hills, Livonia, Troy, Birmingham area, salary commensurate with experience.: [506, 676, 597, 715]
carlos-list: [819, 445, 913, 481]
section-header: 504 Help Wanted Office-Clerical: [108, 14, 201, 37]
temp-help-ad: [108, 449, 201, 689]
filler-ad: Experienced applicant wanted for busy office, full time position, good salary and benefits, call for appointment weekdays, Equal Opportunity Employer, send resume to P.O. Box, must have excellent typing skills and pleasant telephone manner, apply in person, Southfield, Farmington Hills, Livonia, Troy, Birmingham area, salary commensurate with experience.: [108, 39, 201, 78]
kelly-rochester-phone: 852-1511: [436, 714, 471, 724]
pinkerton-heading: Pinkerton's Inc.: [223, 398, 284, 408]
somebody-sub: Temporary Help: [138, 671, 171, 677]
list-item: (Dimension/Horizon/Rolm): [563, 1229, 641, 1237]
accounts-payable-ad: [4, 367, 101, 462]
filler-ad: Experienced applicant wanted for busy office, full time position, good salary and benefits, call for appointment weekdays, Equal Opportunity Employer, send resume to P.O. Box, must have excellent typing skills and pleasant telephone manner, apply in person, Southfield, Farmington Hills, Livonia, Troy, Birmingham area, salary commensurate with experience.: [206, 426, 301, 465]
list-item: • SWITCHBOARD OPERATORS: [512, 1218, 623, 1228]
kelly-eoe: Equal Opportunity Employer M/F/H: [558, 1322, 646, 1329]
bennigans-line: KITCHEN: [844, 125, 880, 135]
list-item: ● Secretaries: [415, 626, 453, 633]
section-header: 504 Help Wanted Office-Clerical: [4, 262, 101, 285]
filler-ad: Experienced applicant wanted for busy office, full time position, good salary and benefits, call for appointment weekdays, Equal Opportunity Employer, send resume to P.O. Box, must have excellent typing skills and pleasant telephone manner, apply in person, Southfield, Farmington Hills, Livonia, Troy, Birmingham area, salary commensurate with experience.: [4, 326, 101, 365]
list-item: • MAINTENANCE: [819, 472, 876, 480]
exec-body: A major suburban based Fortune 500 corporation has an immediate opening in its headquarters operation for an experienced Executive Secretary reporting to a Vice President. If you are seeking a more professional position that will challenge your abilities, you may be interested in this outstanding opportunity. The successful candidate will have outstanding typing/shorthand skills and will have at least 5 years of applicable experience working for a senior executive with emphasis on administrative responsibilities. Ability to deal effectively with the public, work with a minimum of supervision and excellent communication skills are essential. A degree is required. Please send resume and salary history to:: [710, 1043, 906, 1126]
column-4: [304, 13, 404, 1389]
auto-office-heading: Auto - Office Mgr.: [4, 782, 79, 793]
column-5: [404, 13, 504, 1389]
legal-secretaries-body: Experienced applicant wanted for busy office, full time position, good salary and benefits, call for appointment weekdays, Equal Opportunity Employer, send resume to P.O. Box, must have excellent typing skills and pleasant telephone manner, apply in person, Southfield, Farmington Hills, Livonia, Troy, Birmingham area, salary commensurate with experience.: [209, 660, 298, 701]
general-office-heading: GENERAL OFFICE: [213, 304, 294, 315]
